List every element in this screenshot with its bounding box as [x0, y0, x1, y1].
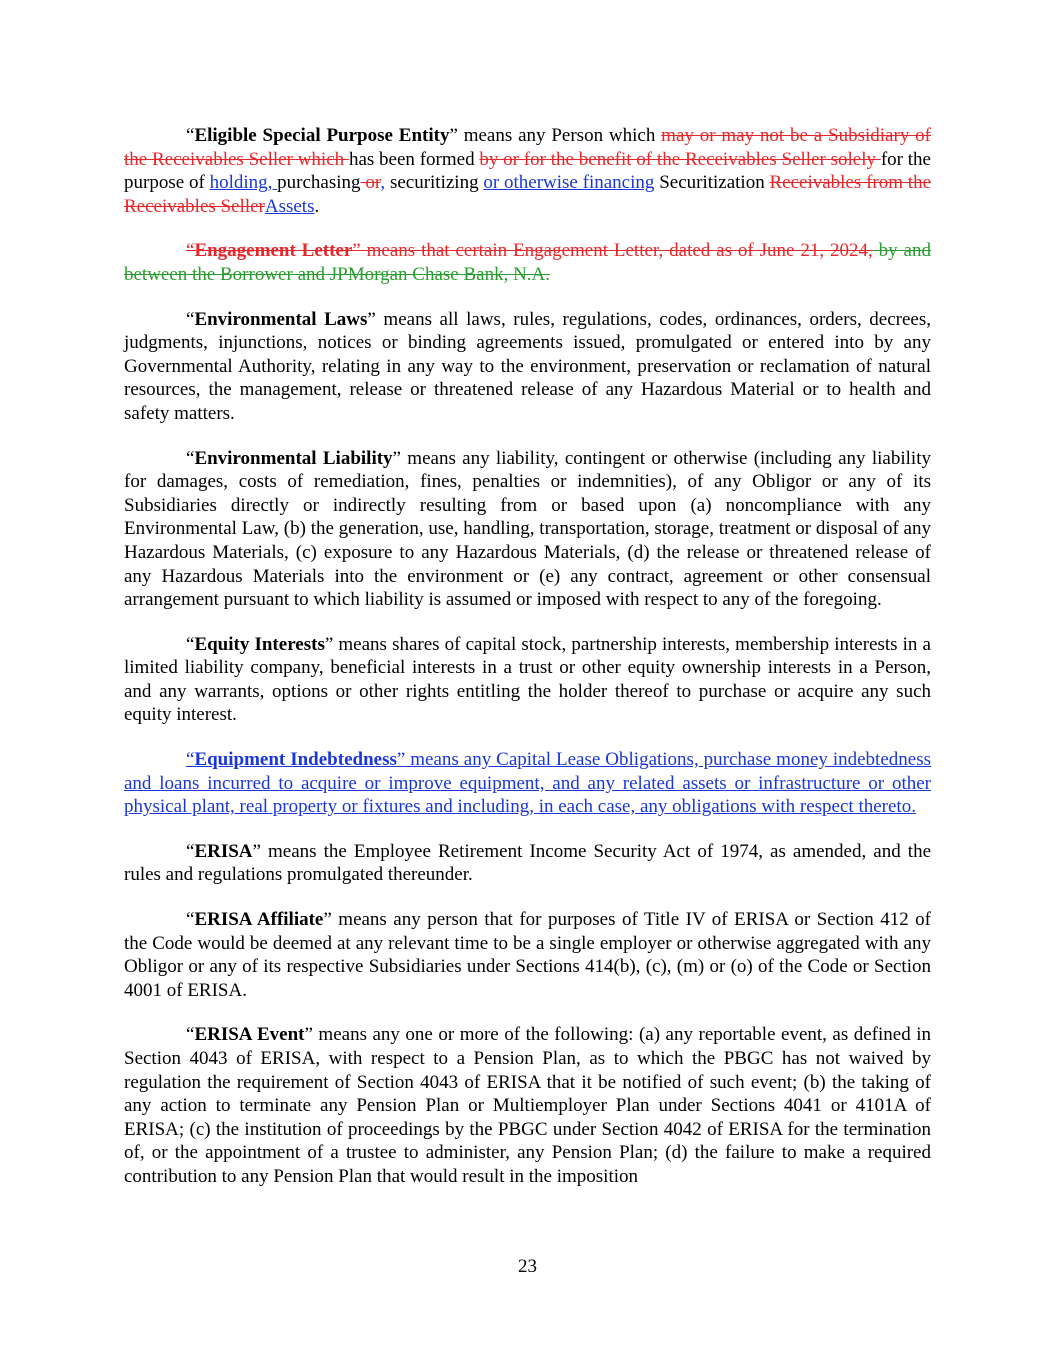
deleted-text: by or for the benefit of the Receivables Seller solely: [479, 148, 881, 170]
inserted-text: ,: [380, 172, 386, 194]
open-quote: “: [186, 125, 195, 146]
definition-environmental-laws: [124, 308, 931, 426]
definition-erisa: [124, 840, 931, 887]
open-quote: “: [186, 840, 195, 862]
body-text: has been formed: [348, 148, 480, 170]
definition-environmental-liability: [124, 447, 931, 612]
definition-erisa-event: [124, 1023, 931, 1188]
open-quote: “: [186, 308, 195, 330]
definition-equipment-indebtedness: [124, 748, 931, 819]
close-quote: ”: [367, 308, 376, 330]
body-text: means shares of capital stock, partnership interests, membership interests in a limited liability company, beneficial interests in a trust or other equity ownership interests in a Person, and any warrants, options or other rights entitling the holder thereof to purchase or acquire any such equity interest.: [124, 633, 931, 726]
body-text: means any liability, contingent or otherwise (including any liability for damages, costs of remediation, fines, penalties or indemnities), of any Obligor or any of its Subsidiaries directly or indirectly resulting from or based upon (a) noncompliance with any Environmental Law, (b) the generation, use, handling, transportation, storage, treatment or disposal of any Hazardous Materials, (c) exposure to any Hazardous Materials, (d) the release or threatened release of any Hazardous Materials into the environment or (e) any contract, agreement or other consensual arrangement pursuant to which liability is assumed or imposed with respect to any of the foregoing.: [124, 447, 931, 611]
defined-term: Environmental Laws: [194, 308, 368, 330]
deleted-text: Receivables from the Receivables Seller: [124, 172, 932, 217]
body-text: means any Capital Lease Obligations, purchase money indebtedness and loans incurred to acquire or improve equipment, and any related assets or infrastructure or other physical plant, real property or fixtures and including, in each case, any obligations with respect thereto.: [124, 749, 931, 818]
defined-term: ERISA Event: [194, 1024, 305, 1046]
close-quote: ”: [304, 1024, 313, 1046]
close-quote: ”: [449, 125, 458, 146]
body-text: means the Employee Retirement Income Security Act of 1974, as amended, and the rules and regulations promulgated thereunder.: [124, 840, 931, 886]
open-quote: “: [186, 447, 195, 469]
definition-eligible-special-purpose-entity: [124, 124, 931, 218]
inserted-text: [124, 749, 931, 817]
definition-engagement-letter-deleted: [124, 239, 931, 286]
definition-erisa-affiliate: [124, 908, 931, 1002]
inserted-text: holding,: [209, 172, 278, 194]
deleted-body-1: means that certain Engagement Letter, dated as of June 21, 2024,: [360, 240, 873, 262]
open-quote: “: [186, 909, 195, 931]
close-quote: ”: [324, 633, 334, 655]
body-text: means any person that for purposes of Title IV of ERISA or Section 412 of the Code would be deemed at any relevant time to be a single employer or otherwise aggregated with any Obligor or any of its respective Subsidiaries under Sections 414(b), (c), (m) or (o) of the Code or Section 4001 of ERISA.: [124, 909, 931, 1001]
deleted-moved-text: by and between the Borrower and JPMorgan Chase Bank, N.A.: [124, 240, 931, 285]
body-text: for the purpose of: [124, 148, 931, 194]
defined-term: Environmental Liability: [194, 447, 393, 469]
inserted-text: Assets: [264, 195, 315, 217]
body-text: .: [314, 195, 320, 217]
deleted-text: [186, 240, 873, 261]
open-quote: “: [186, 240, 195, 262]
deleted-text: may or may not be a Subsidiary of the Receivables Seller which: [124, 125, 931, 170]
body-text: purchasing: [277, 172, 361, 194]
definition-equity-interests: [124, 633, 931, 727]
defined-term: Eligible Special Purpose Entity: [194, 125, 450, 146]
defined-term: Equipment Indebtedness: [194, 749, 397, 771]
defined-term: Equity Interests: [194, 633, 325, 655]
defined-term: Engagement Letter: [194, 240, 353, 262]
close-quote: ”: [352, 240, 361, 262]
close-quote: ”: [396, 749, 406, 771]
body-text: Securitization: [654, 172, 770, 194]
open-quote: “: [186, 1024, 195, 1046]
body-text: securitizing: [385, 172, 484, 194]
inserted-text: or otherwise financing: [483, 172, 655, 194]
body-text: means all laws, rules, regulations, codes, ordinances, orders, decrees, judgments, injunctions, notices or binding agreements issued, promulgated or entered into by any Governmental Authority, relating in any way to the environment, preservation or reclamation of natural resources, the management, release or threatened release of any Hazardous Material or to health and safety matters.: [124, 308, 931, 424]
document-page: [124, 124, 931, 1210]
body-text: means any one or more of the following: (a) any reportable event, as defined in Section 4043 of ERISA, with respect to a Pension Plan, as to which the PBGC has not waived by regulation the requirement of Section 4043 of ERISA that it be notified of such event; (b) the taking of any action to terminate any Pension Plan or Multiemployer Plan under Sections 4041 or 4101A of ERISA; (c) the institution of proceedings by the PBGC under Section 4042 of ERISA for the termination of, or the appointment of a trustee to administer, any Pension Plan; (d) the failure to make a required contribution to any Pension Plan that would result in the imposition: [124, 1024, 932, 1187]
open-quote: “: [186, 633, 195, 655]
close-quote: ”: [252, 840, 261, 862]
open-quote: “: [186, 749, 195, 771]
defined-term: ERISA Affiliate: [194, 909, 324, 931]
deleted-text: or: [360, 172, 381, 194]
defined-term: ERISA: [194, 840, 253, 862]
close-quote: ”: [323, 909, 332, 931]
body-text: means any Person which: [457, 125, 662, 146]
page-number: 23: [518, 1256, 537, 1277]
close-quote: ”: [392, 447, 401, 469]
